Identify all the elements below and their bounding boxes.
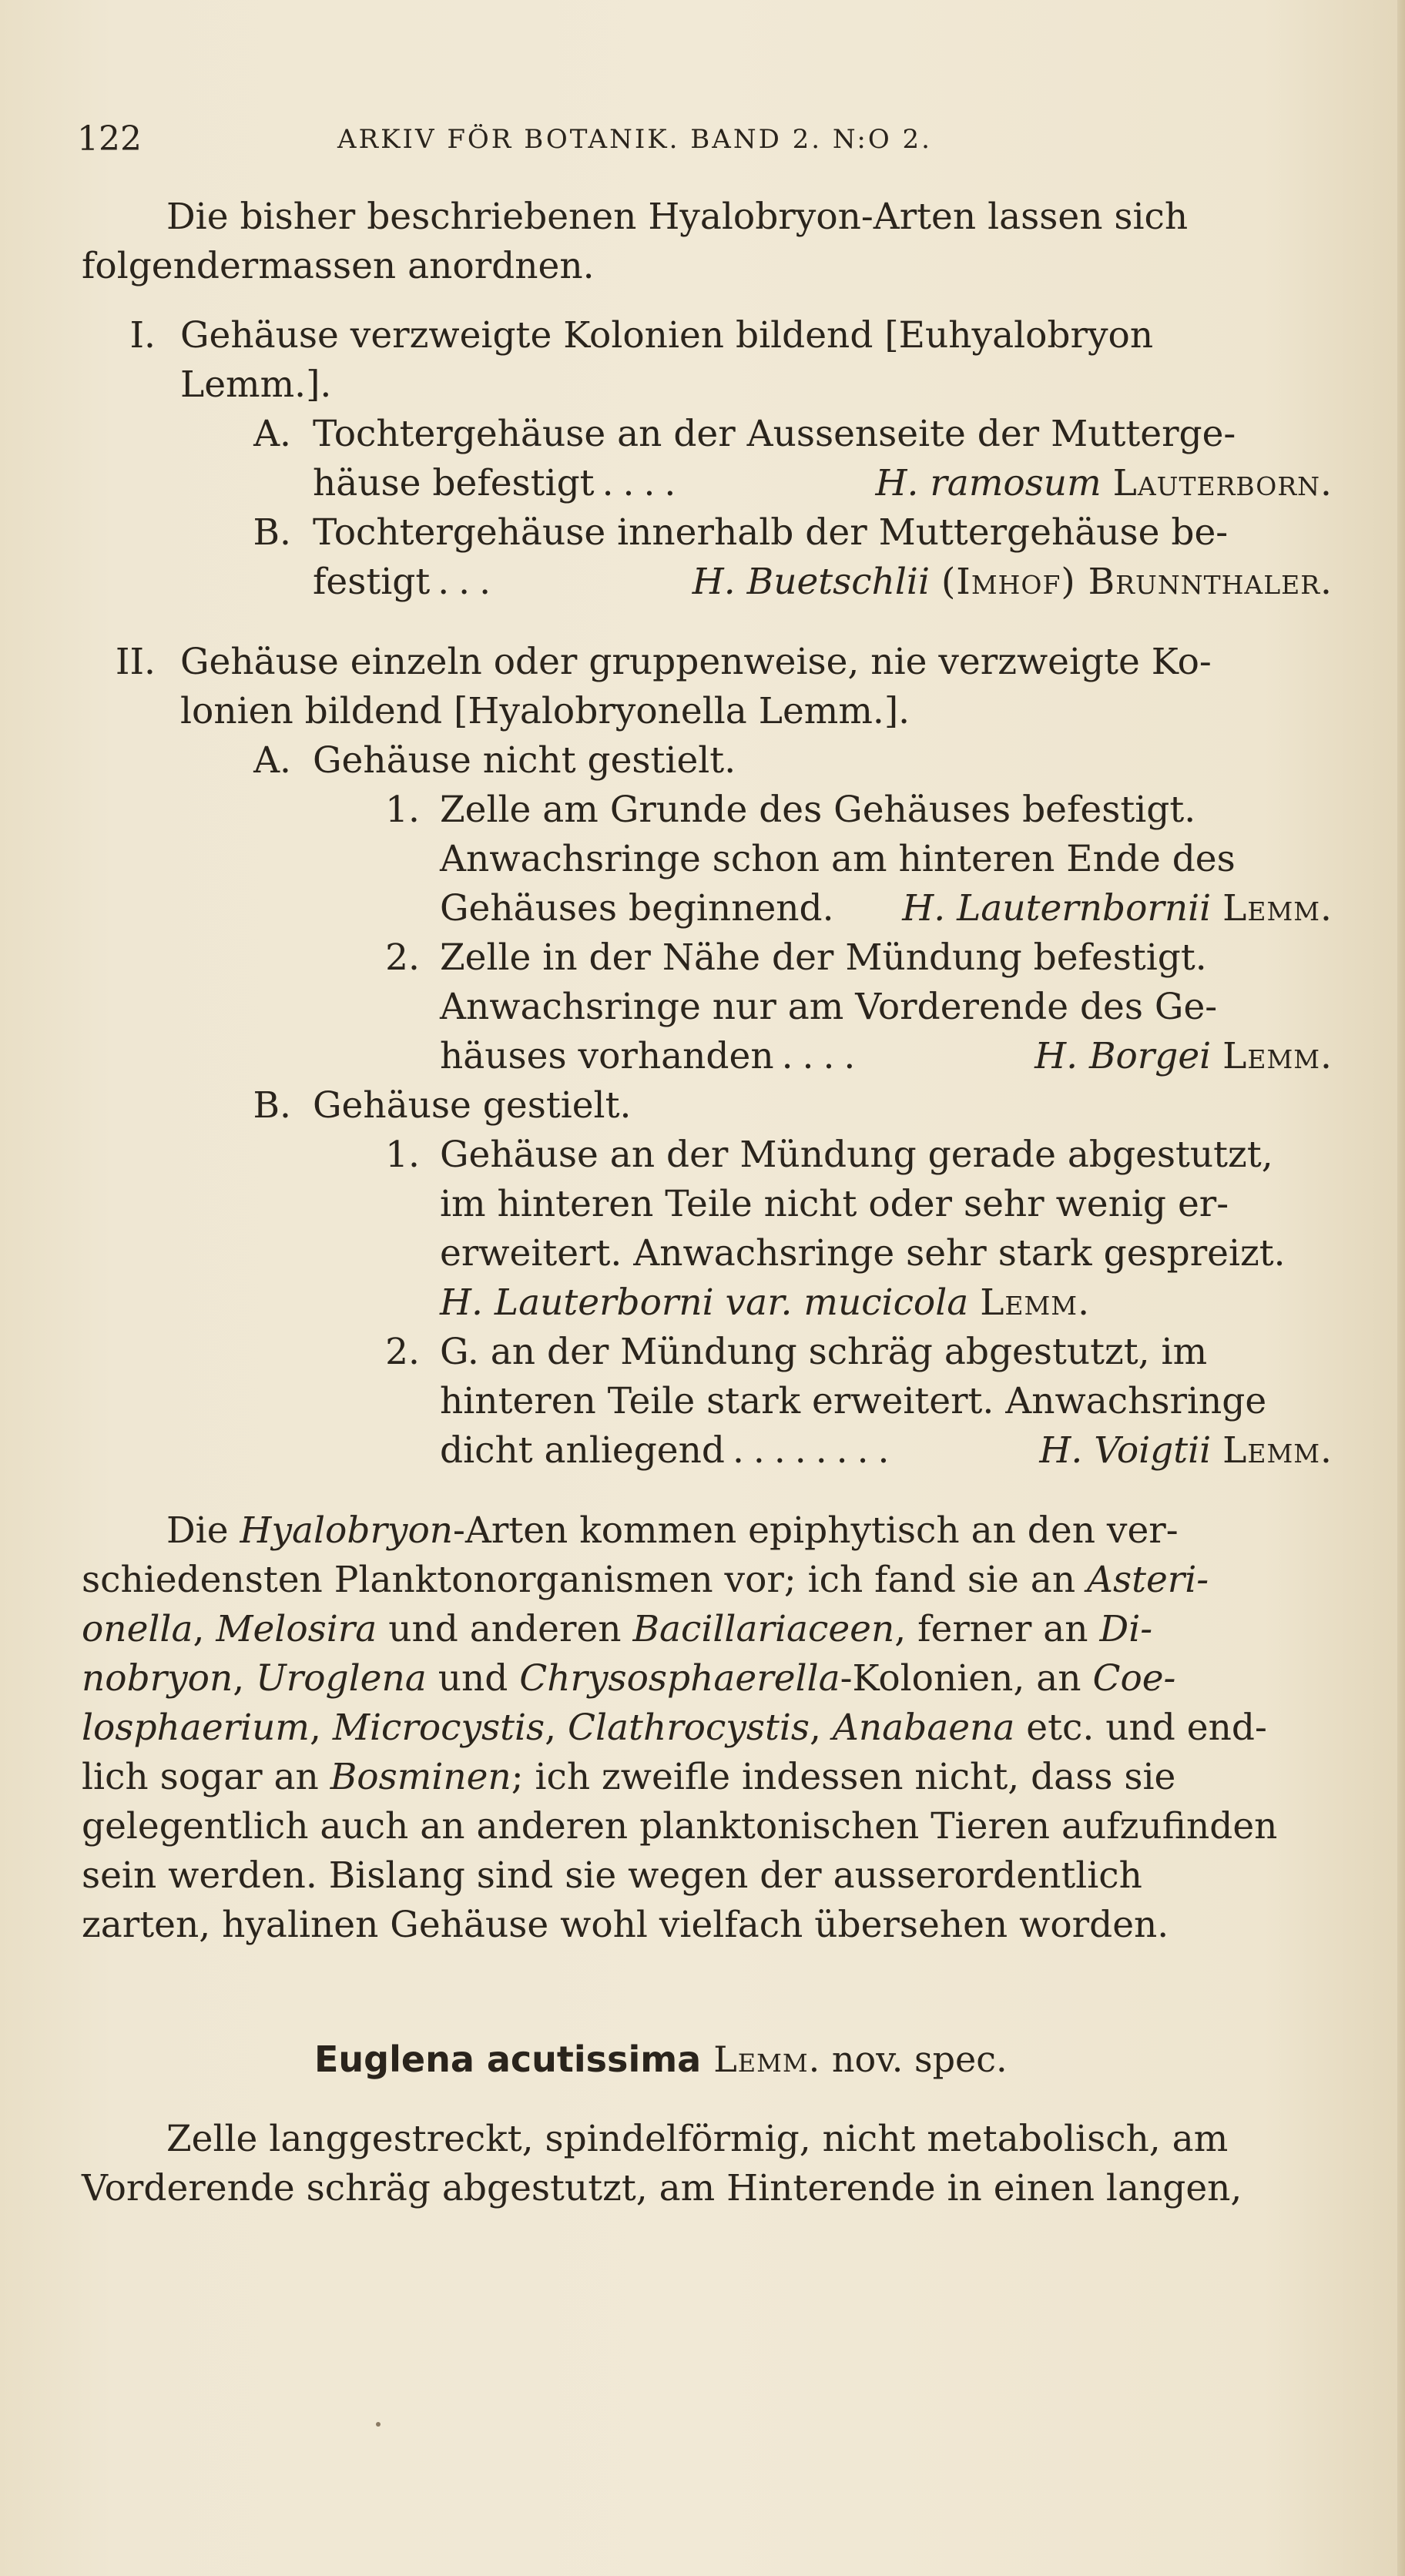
- ink-speck: [376, 2422, 381, 2427]
- key-line: Zelle am Grunde des Gehäuses befestigt.: [440, 789, 1196, 831]
- intro-line-1: Die bisher beschriebenen Hyalobryon-Arten lassen sich: [166, 196, 1189, 238]
- key-II-B-1-entry: [440, 1278, 1333, 1328]
- species-author: Lemm.: [1222, 1429, 1333, 1472]
- dot-leader: ........: [732, 1429, 899, 1472]
- key-item-I: [129, 311, 1333, 410]
- key-II-B-2-entry: [440, 1426, 1333, 1476]
- key-label-I: I.: [129, 314, 156, 357]
- species-name: H. Lauternbornii: [902, 887, 1212, 930]
- key-item-II: [115, 638, 1333, 736]
- key-item-II-A-2: [385, 933, 1333, 1081]
- para2-line-7: gelegentlich auch an anderen planktonischen Tieren aufzufinden: [82, 1805, 1278, 1847]
- key-line: Anwachsringe schon am hinteren Ende des: [440, 838, 1236, 880]
- key-I-A-desc: häuse befestigt: [313, 462, 595, 504]
- key-item-II-A: [253, 736, 1333, 786]
- key-label-I-A: A.: [253, 413, 291, 455]
- key-I-line-1: Gehäuse verzweigte Kolonien bildend [Euhyalobryon: [180, 314, 1154, 357]
- key-I-B-line-1: Tochtergehäuse innerhalb der Muttergehäuse be-: [313, 511, 1229, 554]
- key-label-II-A: A.: [253, 739, 291, 782]
- section-heading: [314, 2035, 1333, 2084]
- dot-leader: ....: [781, 1035, 865, 1077]
- para2-line-9: zarten, hyalinen Gehäuse wohl vielfach übersehen worden.: [82, 1904, 1169, 1946]
- species-name: H. Borgei: [1034, 1035, 1212, 1077]
- para2-line-8: sein werden. Bislang sind sie wegen der ausserordentlich: [82, 1854, 1142, 1897]
- para2-line-2: schiedensten Planktonorganismen vor; ich fand sie an Asteri-: [82, 1559, 1209, 1601]
- key-item-II-A-1: [385, 786, 1333, 933]
- entry-desc: häuses vorhanden: [440, 1035, 774, 1077]
- entry-desc: dicht anliegend: [440, 1429, 725, 1472]
- species-author: (Imhof) Brunnthaler.: [941, 561, 1333, 603]
- key-line: Zelle in der Nähe der Mündung befestigt.: [440, 936, 1207, 979]
- species-author: Lemm.: [1222, 887, 1333, 930]
- para2-line-4: nobryon, Uroglena und Chrysosphaerella-Kolonien, an Coe-: [82, 1657, 1176, 1700]
- key-line: im hinteren Teile nicht oder sehr wenig er-: [440, 1183, 1229, 1225]
- key-item-II-B: [253, 1081, 1333, 1131]
- key-line: Anwachsringe nur am Vorderende des Ge-: [440, 986, 1218, 1028]
- paragraph-hyalobryon-epiphytes: [82, 1506, 1333, 1950]
- para2-line-6: lich sogar an Bosminen; ich zweifle indessen nicht, dass sie: [82, 1756, 1176, 1798]
- species-name: H. Voigtii: [1039, 1429, 1212, 1472]
- key-line: erweitert. Anwachsringe sehr stark gespreizt.: [440, 1232, 1286, 1275]
- key-I-line-2: Lemm.].: [180, 363, 332, 406]
- key-label-I-B: B.: [253, 511, 291, 554]
- key-line: G. an der Mündung schräg abgestutzt, im: [440, 1331, 1208, 1373]
- species-name: H. Lauterborni var. mucicola: [440, 1281, 969, 1324]
- key-II-A-text: Gehäuse nicht gestielt.: [313, 739, 736, 782]
- para3-line-1: Zelle langgestreckt, spindelförmig, nicht metabolisch, am: [166, 2118, 1229, 2160]
- key-label-II-A-2: 2.: [385, 936, 420, 979]
- key-label-II-A-1: 1.: [385, 789, 420, 831]
- species-name: H. Buetschlii: [692, 561, 930, 603]
- key-label-II-B-1: 1.: [385, 1134, 420, 1176]
- key-item-I-A: [253, 410, 1333, 508]
- para2-line-1: Die Hyalobryon-Arten kommen epiphytisch an den ver-: [166, 1509, 1179, 1552]
- key-I-B-entry: [313, 558, 1333, 607]
- page-body: [82, 193, 1333, 2213]
- para3-line-2: Vorderende schräg abgestutzt, am Hinterende in einen langen,: [82, 2167, 1242, 2209]
- key-label-II: II.: [115, 641, 156, 683]
- key-II-B-text: Gehäuse gestielt.: [313, 1084, 632, 1127]
- key-line: Gehäuse an der Mündung gerade abgestutzt,: [440, 1134, 1273, 1176]
- page-header: [77, 119, 1356, 166]
- key-II-A-1-entry: [440, 884, 1333, 933]
- species-author: Lemm.: [980, 1281, 1091, 1324]
- entry-desc: Gehäuses beginnend.: [440, 887, 834, 930]
- running-title: ARKIV FÖR BOTANIK. BAND 2. N:O 2.: [337, 124, 932, 155]
- key-II-line-2: lonien bildend [Hyalobryonella Lemm.].: [180, 690, 910, 732]
- section-author: Lemm.: [713, 2038, 821, 2080]
- page-edge: [1397, 0, 1405, 2576]
- dot-leader: ....: [602, 462, 686, 504]
- key-I-B-desc: festigt: [313, 561, 431, 603]
- para2-line-5: losphaerium, Microcystis, Clathrocystis, Anabaena etc. und end-: [82, 1707, 1267, 1749]
- key-label-II-B: B.: [253, 1084, 291, 1127]
- key-item-I-B: [253, 508, 1333, 607]
- key-I-A-line-1: Tochtergehäuse an der Aussenseite der Mutterge-: [313, 413, 1236, 455]
- species-author: Lauterborn.: [1112, 462, 1333, 504]
- key-item-II-B-2: [385, 1328, 1333, 1476]
- key-line: hinteren Teile stark erweitert. Anwachsringe: [440, 1380, 1267, 1422]
- key-II-A-2-entry: [440, 1032, 1333, 1081]
- species-name: H. ramosum: [875, 462, 1102, 504]
- section-title: Euglena acutissima: [314, 2038, 702, 2080]
- section-suffix: nov. spec.: [831, 2038, 1008, 2080]
- key-label-II-B-2: 2.: [385, 1331, 420, 1373]
- species-author: Lemm.: [1222, 1035, 1333, 1077]
- key-item-II-B-1: [385, 1131, 1333, 1328]
- key-I-A-entry: [313, 459, 1333, 508]
- para2-line-3: onella, Melosira und anderen Bacillariaceen, ferner an Di-: [82, 1608, 1153, 1650]
- key-II-line-1: Gehäuse einzeln oder gruppenweise, nie verzweigte Ko-: [180, 641, 1212, 683]
- page-number: 122: [77, 119, 142, 159]
- intro-line-2: folgendermassen anordnen.: [82, 245, 595, 287]
- dot-leader: ...: [438, 561, 501, 603]
